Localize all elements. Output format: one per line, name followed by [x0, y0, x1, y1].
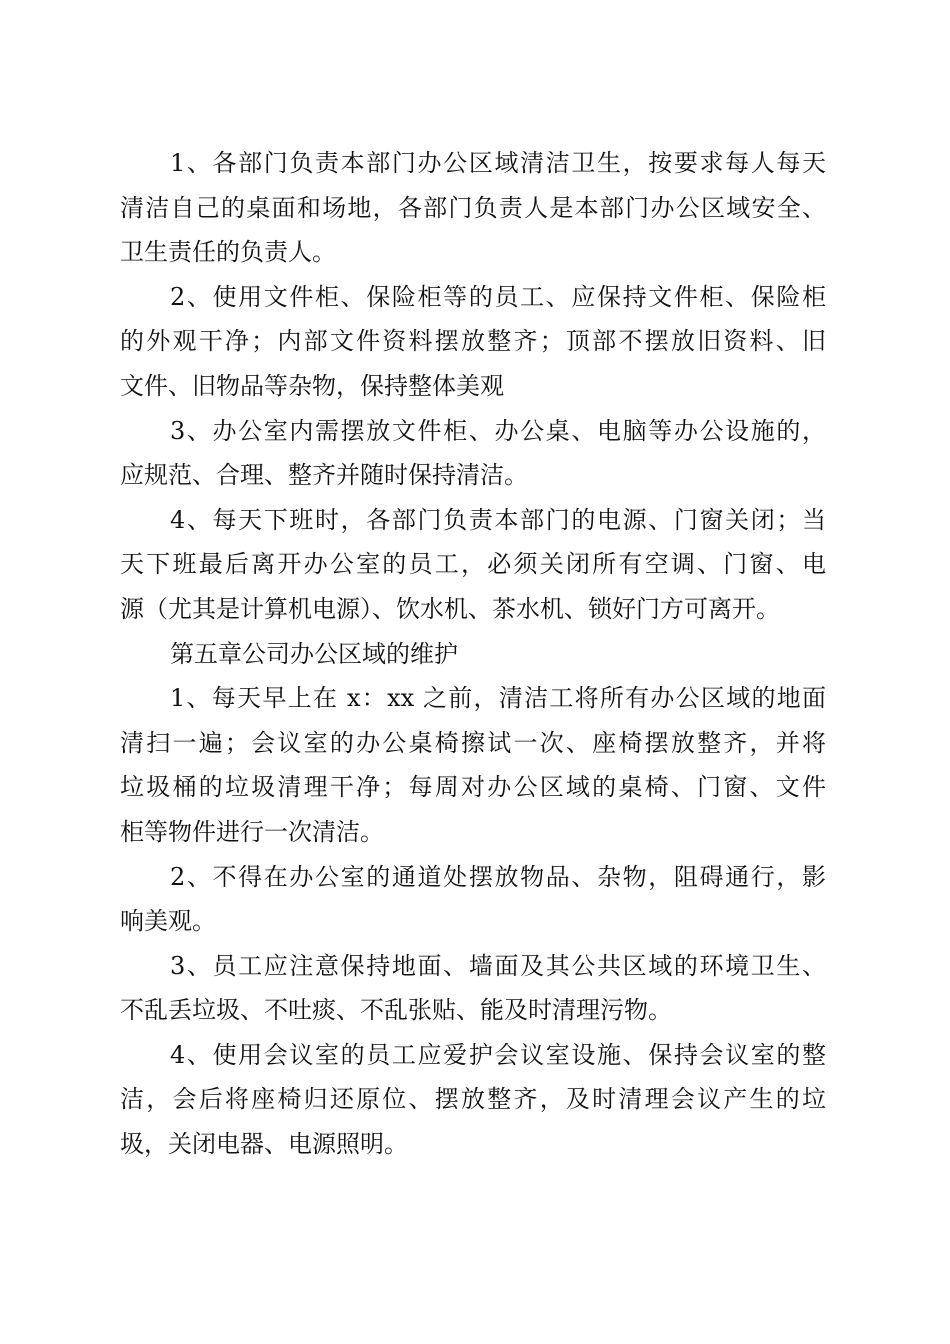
paragraph — [120, 498, 826, 632]
text-line: 第五章公司办公区域的维护 — [170, 639, 458, 668]
paragraph — [120, 944, 826, 1033]
text-line: 的外观干净；内部文件资料摆放整齐；顶部不摆放旧资料、旧 — [120, 327, 826, 356]
text-line: 4、每天下班时，各部门负责本部门的电源、门窗关闭；当 — [170, 505, 826, 534]
text-line: 1、各部门负责本部门办公区域清洁卫生，按要求每人每天 — [170, 149, 826, 177]
text-line: 3、员工应注意保持地面、墙面及其公共区域的环境卫生、 — [170, 951, 826, 980]
document-body — [120, 141, 826, 1167]
paragraph — [120, 409, 826, 498]
text-line: 2、使用文件柜、保险柜等的员工、应保持文件柜、保险柜 — [170, 282, 826, 311]
text-line: 不乱丢垃圾、不吐痰、不乱张贴、能及时清理污物。 — [120, 996, 672, 1025]
text-line: 3、办公室内需摆放文件柜、办公桌、电脑等办公设施的， — [170, 416, 826, 445]
text-line: 1、每天早上在 x：xx 之前，清洁工将所有办公区域的地面 — [170, 684, 826, 713]
text-line: 清洁自己的桌面和场地，各部门负责人是本部门办公区域安全、 — [120, 193, 826, 222]
paragraph — [120, 676, 826, 854]
paragraph — [120, 275, 826, 409]
text-line: 响美观。 — [120, 907, 216, 936]
text-line: 柜等物件进行一次清洁。 — [120, 817, 384, 846]
text-line: 洁，会后将座椅归还原位、摆放整齐，及时清理会议产生的垃 — [120, 1085, 826, 1114]
text-line: 文件、旧物品等杂物，保持整体美观 — [120, 371, 504, 400]
text-line: 垃圾桶的垃圾清理干净；每周对办公区域的桌椅、门窗、文件 — [120, 773, 826, 802]
paragraph — [120, 1033, 826, 1167]
text-line: 卫生责任的负责人。 — [120, 238, 336, 267]
text-line: 圾，关闭电器、电源照明。 — [120, 1130, 408, 1159]
text-line: 天下班最后离开办公室的员工，必须关闭所有空调、门窗、电 — [120, 550, 826, 579]
section-heading — [120, 632, 826, 677]
text-line: 4、使用会议室的员工应爱护会议室设施、保持会议室的整 — [170, 1040, 826, 1069]
text-line: 源（尤其是计算机电源）、饮水机、茶水机、锁好门方可离开。 — [120, 594, 780, 623]
text-line: 2、不得在办公室的通道处摆放物品、杂物，阻碍通行，影 — [170, 862, 826, 891]
paragraph — [120, 855, 826, 944]
text-line: 应规范、合理、整齐并随时保持清洁。 — [120, 461, 528, 490]
paragraph — [120, 141, 826, 275]
text-line: 清扫一遍；会议室的办公桌椅擦试一次、座椅摆放整齐，并将 — [120, 728, 826, 757]
